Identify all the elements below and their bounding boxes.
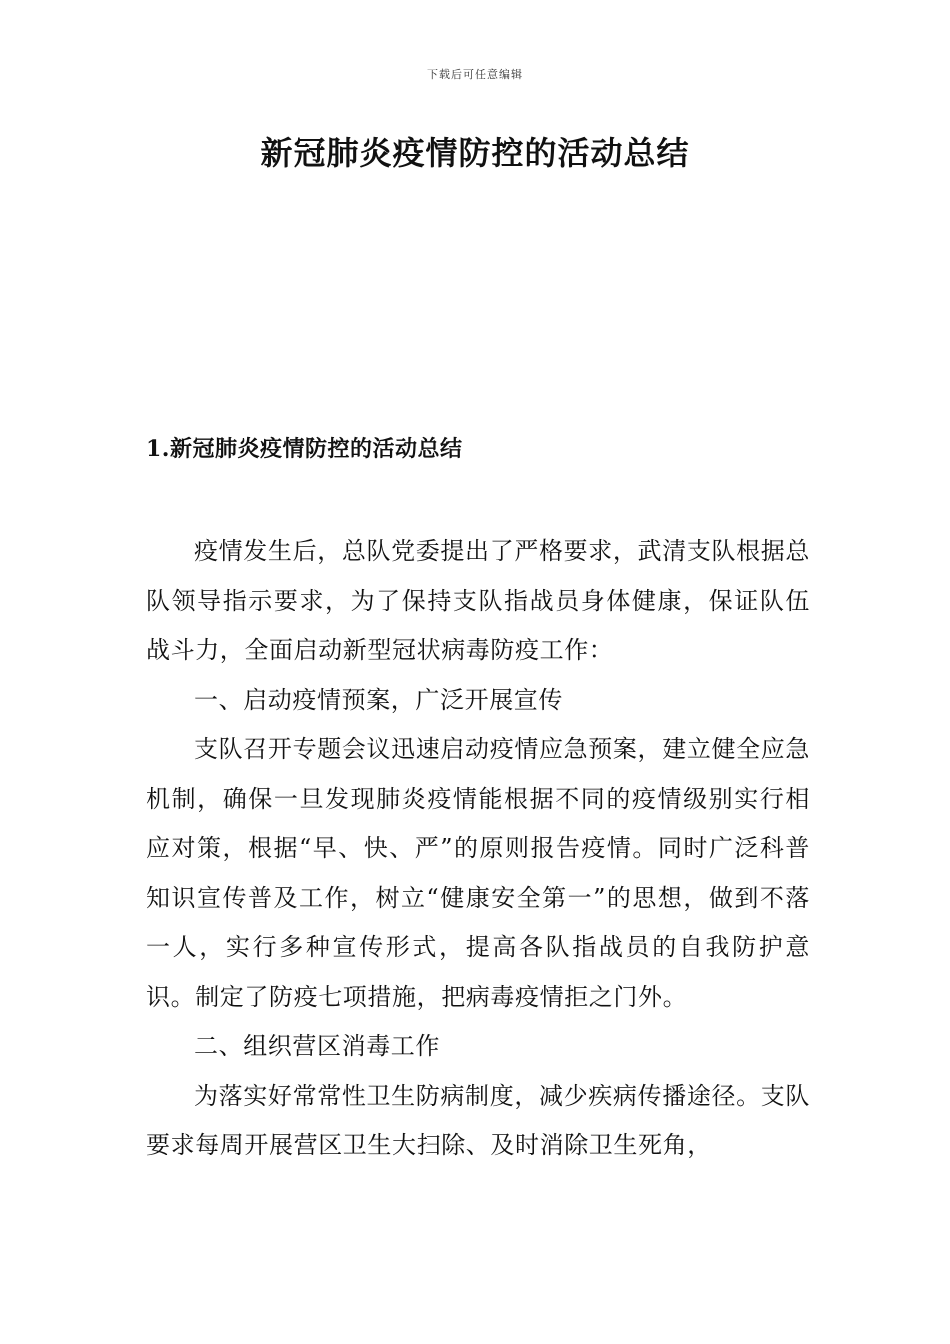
document-title: 新冠肺炎疫情防控的活动总结 <box>260 134 690 172</box>
subheading-one: 一、启动疫情预案，广泛开展宣传 <box>194 685 563 714</box>
paragraph-one: 支队召开专题会议迅速启动疫情应急预案，建立健全应急机制，确保一旦发现肺炎疫情能根据不同的疫情级别实行相应对策，根据“早、快、严”的原则报告疫情。同时广泛科普知识宣传普及工作，树立“健康安全第一”的思想，做到不落一人，实行多种宣传形式，提高各队指战员的自我防护意识。制定了防疫七项措施，把病毒疫情拒之门外。 <box>146 735 810 1011</box>
paragraph-two: 为落实好常常性卫生防病制度，减少疾病传播途径。支队要求每周开展营区卫生大扫除、及时消除卫生死角， <box>146 1081 810 1159</box>
paragraph-intro: 疫情发生后，总队党委提出了严格要求，武清支队根据总队领导指示要求，为了保持支队指战员身体健康，保证队伍战斗力，全面启动新型冠状病毒防疫工作： <box>146 537 810 664</box>
subheading-two: 二、组织营区消毒工作 <box>194 1032 440 1060</box>
section-heading: 1.新冠肺炎疫情防控的活动总结 <box>146 436 463 462</box>
document-body <box>146 527 810 1171</box>
header-note: 下载后可任意编辑 <box>427 68 523 81</box>
